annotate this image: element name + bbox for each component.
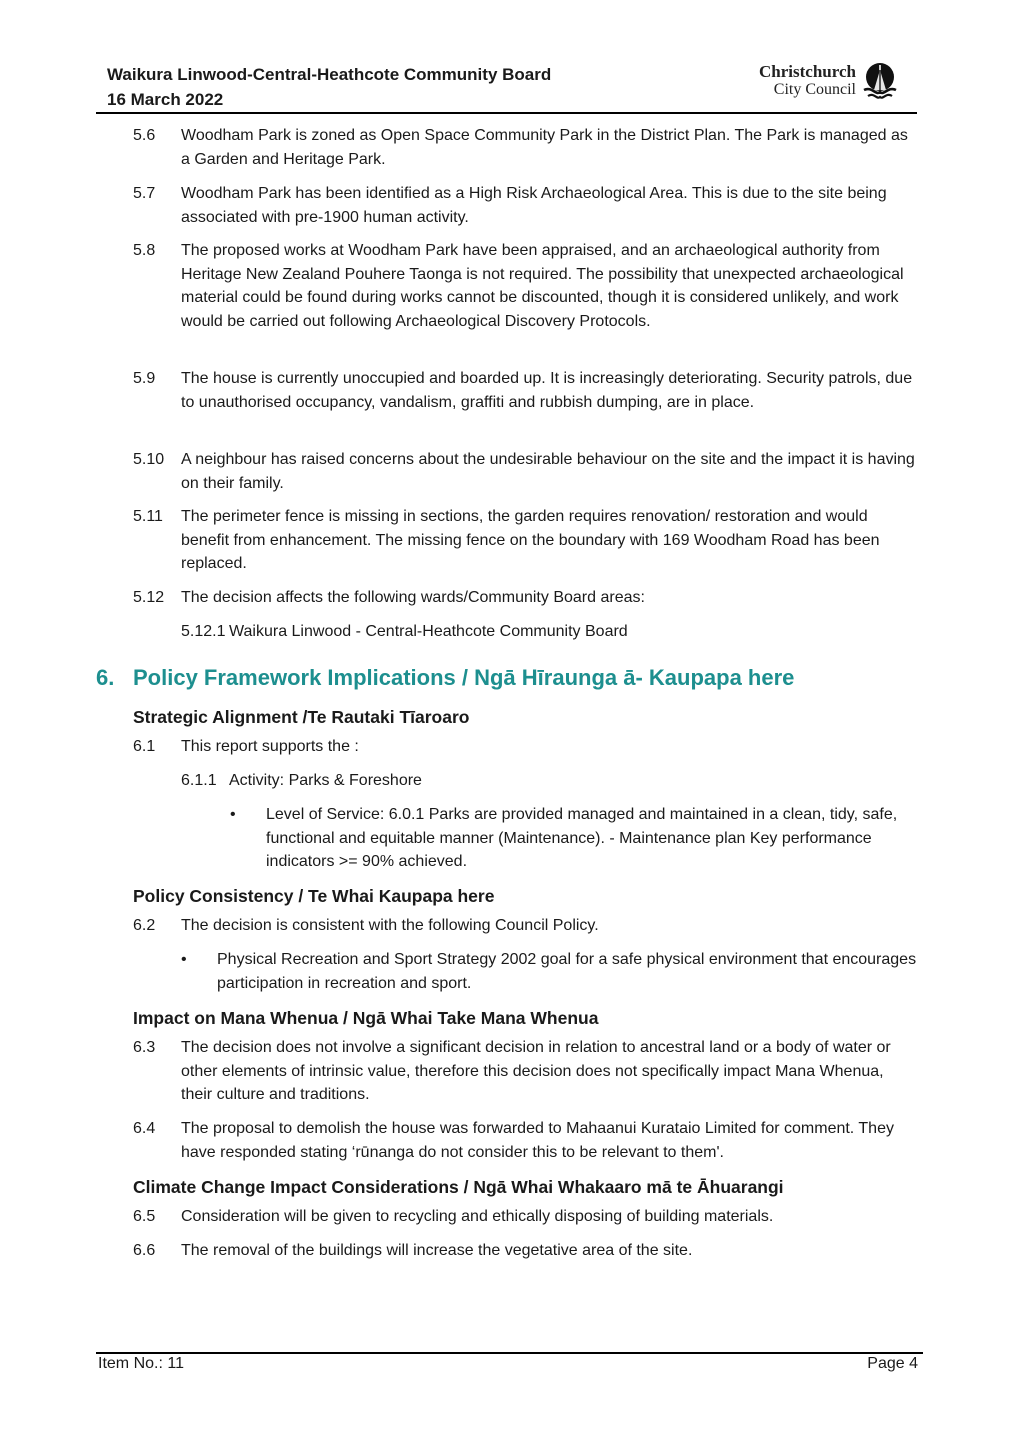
subparagraph-text: Waikura Linwood - Central-Heathcote Community Board [229,623,628,640]
paragraph-number: 5.12 [133,589,165,606]
subheading-mana-whenua: Impact on Mana Whenua / Ngā Whai Take Mana Whenua [133,1008,599,1028]
paragraph-text: This report supports the : [181,738,359,755]
paragraph-text: The removal of the buildings will increase the vegetative area of the site. [181,1242,693,1259]
paragraph-number: 6.1 [133,738,156,755]
paragraph-text: The house is currently unoccupied and boarded up. It is increasingly deteriorating. Security patrols, due to unauthorised occupancy, vandalism, graffiti and rubbish dumping, are in place. [181,370,913,411]
logo-line1: Christchurch [759,62,856,81]
bullet-icon: • [230,806,236,823]
paragraph-text: The proposal to demolish the house was forwarded to Mahaanui Kurataio Limited for comment. They have responded stating ‘rūnanga do not consider this to be relevant to them'. [181,1120,894,1161]
paragraph-number: 6.3 [133,1039,156,1056]
subheading-climate-change: Climate Change Impact Considerations / Ngā Whai Whakaaro mā te Āhuarangi [133,1177,784,1197]
paragraph-text: Woodham Park is zoned as Open Space Community Park in the District Plan. The Park is managed as a Garden and Heritage Park. [181,127,908,168]
council-logo [746,62,898,102]
paragraph-5-8 [133,239,918,333]
header-divider [96,112,917,114]
paragraph-5-12 [133,586,918,610]
board-name: Waikura Linwood-Central-Heathcote Community Board [107,65,552,84]
paragraph-5-7 [133,182,918,229]
subparagraph-number: 6.1.1 [181,772,217,789]
paragraph-6-6 [133,1239,918,1263]
section-number: 6. [96,665,115,690]
paragraph-text: Woodham Park has been identified as a High Risk Archaeological Area. This is due to the site being associated with pre-1900 human activity. [181,185,887,226]
paragraph-text: The decision affects the following wards/Community Board areas: [181,589,645,606]
paragraph-text: The proposed works at Woodham Park have been appraised, and an archaeological authority from Heritage New Zealand Pouhere Taonga is not required. The possibility that unexpected archaeological material could be found during works cannot be discounted, though it is considered unlikely, and work would be carried out following Archaeological Discovery Protocols. [181,242,904,330]
subheading-policy-consistency: Policy Consistency / Te Whai Kaupapa here [133,886,495,906]
bullet-icon: • [181,951,187,968]
bullet-text: Physical Recreation and Sport Strategy 2002 goal for a safe physical environment that encourages participation in recreation and sport. [217,951,917,992]
section-title: Policy Framework Implications / Ngā Hīraunga ā- Kaupapa here [133,665,795,690]
subparagraph-6-1-1 [181,769,422,793]
bullet-text: Level of Service: 6.0.1 Parks are provided managed and maintained in a clean, tidy, safe, functional and equitable manner (Maintenance). - Maintenance plan Key performance indicators >= 90% achieved. [266,806,898,870]
paragraph-6-4 [133,1117,918,1164]
paragraph-number: 5.6 [133,127,156,144]
subparagraph-text: Activity: Parks & Foreshore [229,772,422,789]
paragraph-number: 5.9 [133,370,156,387]
paragraph-6-2 [133,914,918,938]
paragraph-number: 5.11 [133,508,163,525]
item-number: Item No.: 11 [98,1355,184,1372]
paragraph-6-3 [133,1036,918,1107]
paragraph-number: 6.6 [133,1242,156,1259]
paragraph-number: 5.10 [133,451,165,468]
paragraph-number: 5.7 [133,185,156,202]
bullet-item [181,948,918,995]
paragraph-5-6 [133,124,918,171]
paragraph-6-1 [133,735,918,759]
paragraph-text: The perimeter fence is missing in sections, the garden requires renovation/ restoration and would benefit from enhancement. The missing fence on the boundary with 169 Woodham Road has been replaced. [181,508,880,572]
page-header [107,62,667,112]
section-heading [96,664,794,692]
cathedral-icon [862,62,898,100]
paragraph-text: Consideration will be given to recycling and ethically disposing of building materials. [181,1208,774,1225]
subparagraph-5-12-1 [181,620,628,644]
paragraph-text: A neighbour has raised concerns about the undesirable behaviour on the site and the impact it is having on their family. [181,451,915,492]
meeting-date: 16 March 2022 [107,90,224,109]
paragraph-5-10 [133,448,918,495]
subparagraph-number: 5.12.1 [181,623,226,640]
paragraph-text: The decision does not involve a significant decision in relation to ancestral land or a body of water or other elements of intrinsic value, therefore this decision does not specifically impact Mana Whenua, their culture and traditions. [181,1039,891,1103]
logo-line2: City Council [773,81,856,98]
paragraph-number: 5.8 [133,242,156,259]
paragraph-number: 6.4 [133,1120,156,1137]
page-number: Page 4 [867,1355,918,1372]
paragraph-number: 6.2 [133,917,156,934]
subheading-strategic-alignment: Strategic Alignment /Te Rautaki Tīaroaro [133,707,470,727]
footer-divider [96,1352,923,1354]
paragraph-6-5 [133,1205,918,1229]
paragraph-5-9 [133,367,918,414]
paragraph-5-11 [133,505,918,576]
bullet-item [230,803,918,874]
paragraph-number: 6.5 [133,1208,156,1225]
paragraph-text: The decision is consistent with the following Council Policy. [181,917,599,934]
